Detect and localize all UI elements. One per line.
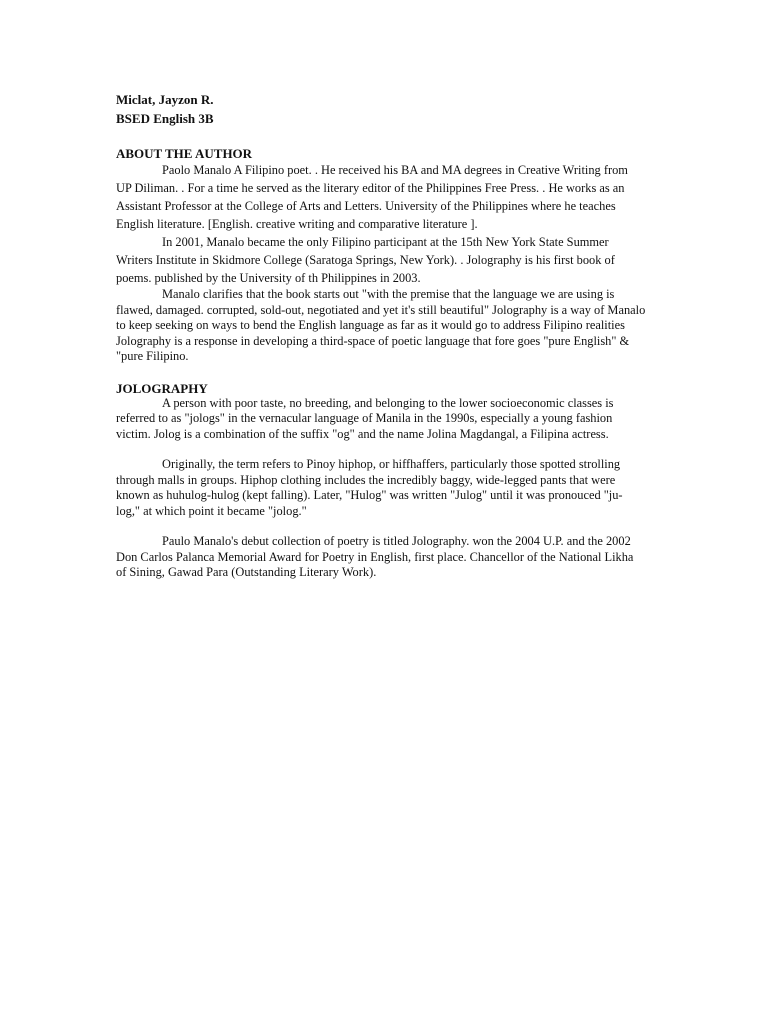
jolography-heading: JOLOGRAPHY xyxy=(116,380,208,396)
spacer xyxy=(116,365,646,381)
spacer xyxy=(116,128,646,146)
about-paragraph-3: Manalo clarifies that the book starts out "with the premise that the language we are using is flawed, damaged. corrupted, sold-out, negotiated and yet it's still beautiful" Jolography is a way of Manalo to keep seeking on ways to bend the English language as far as it would go to address Filipino realities Jolography is a response in developing a third-space of poetic language that fore goes "pure English" & "pure Filipino. xyxy=(116,287,646,363)
spacer xyxy=(116,519,646,534)
about-paragraph-2: In 2001, Manalo became the only Filipino participant at the 15th New York State Summer Writers Institute in Skidmore College (Saratoga Springs, New York). . Jolography is his first book of poems. published by the University of th Philippines in 2003. xyxy=(116,235,615,285)
about-heading: ABOUT THE AUTHOR xyxy=(116,146,253,161)
about-section xyxy=(116,146,646,365)
jolography-section xyxy=(116,381,646,581)
jolography-paragraph-2: Originally, the term refers to Pinoy hiphop, or hiffhaffers, particularly those spotted strolling through malls in groups. Hiphop clothing includes the incredibly baggy, wide-legged pants that were known as huhulog-hulog (kept falling). Later, "Hulog" was written "Julog" until it was pronouced "ju-log," at which point it became "jolog." xyxy=(116,457,623,518)
document-page xyxy=(116,90,646,581)
course-section: BSED English 3B xyxy=(116,111,214,126)
author-name: Miclat, Jayzon R. xyxy=(116,92,214,107)
spacer xyxy=(116,442,646,457)
about-paragraph-1: Paolo Manalo A Filipino poet. . He received his BA and MA degrees in Creative Writing from UP Diliman. . For a time he served as the literary editor of the Philippines Free Press. . He works as an Assistant Professor at the College of Arts and Letters. University of the Philippines where he teaches English literature. [English. creative writing and comparative literature ]. xyxy=(116,163,628,231)
jolography-paragraph-3: Paulo Manalo's debut collection of poetry is titled Jolography. won the 2004 U.P. and the 2002 Don Carlos Palanca Memorial Award for Poetry in English, first place. Chancellor of the National Likha of Sining, Gawad Para (Outstanding Literary Work). xyxy=(116,534,634,579)
jolography-paragraph-1: A person with poor taste, no breeding, and belonging to the lower socioeconomic classes is referred to as "jologs" in the vernacular language of Manila in the 1990s, especially a young fashion victim. Jolog is a combination of the suffix "og" and the name Jolina Magdangal, a Filipina actress. xyxy=(116,395,614,441)
